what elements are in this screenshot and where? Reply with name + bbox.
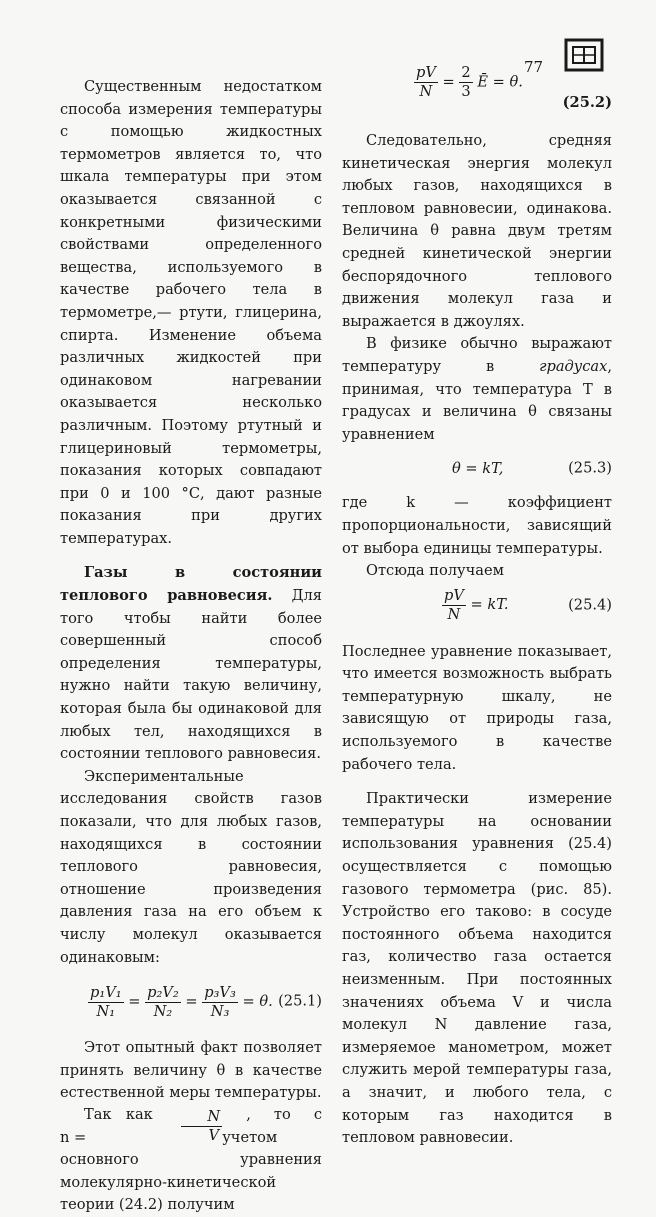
paragraph: Последнее уравнение показывает, что имеется возможность выбрать температурную шкалу, не зависящую от природы газа, используемого в качестве рабочего тела. xyxy=(342,642,612,773)
paragraph: В физике обычно выражают температуру в градусах, принимая, что температура T в градусах и величина θ связаны уравнением xyxy=(342,335,612,443)
equation-number: (25.4) xyxy=(568,596,612,614)
left-column xyxy=(60,76,322,1217)
equation-25-2: $\frac{pV}{N}$ = $\frac{2}{3}$ Ē = θ. (25.2) xyxy=(416,64,612,111)
equation-25-1: $\frac{\text{p₁V₁}}{\text{N₁}}$ = $\frac{\text{p₂V₂}}{\text{N₂}}$ = $\frac{\text{p₃V₃}}{\text{N₃}}$ = θ. (25.1) xyxy=(90,983,322,1020)
paragraph: Газы в состоянии теплового равновесия. Для того чтобы найти более совершенный способ определения температуры, нужно найти такую величину, которая была бы одинаковой для любых тел, находящихся в состоянии теплового равновесия. xyxy=(60,564,322,763)
equation-25-4: $\frac{pV}{N}$ = kT. (25.4) xyxy=(444,587,612,624)
paragraph: Следовательно, средняя кинетическая энергия молекул любых газов, находящихся в тепловом равновесии, одинакова. Величина θ равна двум третям средней кинетической энергии беспорядочного теплового движения молекул газа и выражается в джоулях. xyxy=(342,132,612,330)
paragraph: Этот опытный факт позволяет принять величину θ в качестве естественной меры температуры. xyxy=(60,1039,322,1102)
paragraph: Экспериментальные исследования свойств газов показали, что для любых газов, находящихся в состоянии теплового равновесия, отношение произведения давления газа на его объем к числу молекул оказывается одинаковым: xyxy=(60,767,322,966)
paragraph: Практически измерение температуры на основании использования уравнения (25.4) осуществляется с помощью газового термометра (рис. 85). Устройство его таково: в сосуде постоянного объема находится газ, количество газа остается неизменным. При постоянных значениях объема V и числа молекул N давление газа, измеряемое манометром, может служить мерой температуры газа, а значит, и любого тела, с которым газ находится в тепловом равновесии. xyxy=(342,790,612,1147)
equation-25-3: θ = kT, (25.3) xyxy=(342,446,612,492)
paragraph: где k — коэффициент пропорциональности, зависящий от выбора единицы температуры. xyxy=(342,494,612,557)
page-number: 77 xyxy=(524,58,544,76)
equation-number: (25.1) xyxy=(278,992,322,1010)
section-heading: Газы в состоянии теплового равновесия. xyxy=(60,564,322,605)
right-column xyxy=(342,130,612,1150)
paragraph: Существенным недостатком способа измерения температуры с помощью жидкостных термометров является то, что шкала температуры при этом оказывается связанной с конкретными физическими свойствами определенного вещества, используемого в качестве рабочего тела в термометре,— ртути, глицерина, спирта. Изменение объема различных жидкостей при одинаковом нагревании оказывается несколько различным. Поэтому ртутный и глицериновый термометры, показания которых совпадают при 0 и 100 °С, дают разные показания при других температурах. xyxy=(60,78,322,547)
paragraph: Отсюда получаем xyxy=(366,562,504,580)
paragraph: Так как n = $\frac{N}{V}$ , то с учетом xyxy=(60,1106,322,1146)
equation-number: (25.2) xyxy=(562,94,612,111)
equation-number: (25.3) xyxy=(568,460,612,478)
paragraph: основного уравнения молекулярно-кинетической теории (24.2) получим xyxy=(60,1150,322,1214)
